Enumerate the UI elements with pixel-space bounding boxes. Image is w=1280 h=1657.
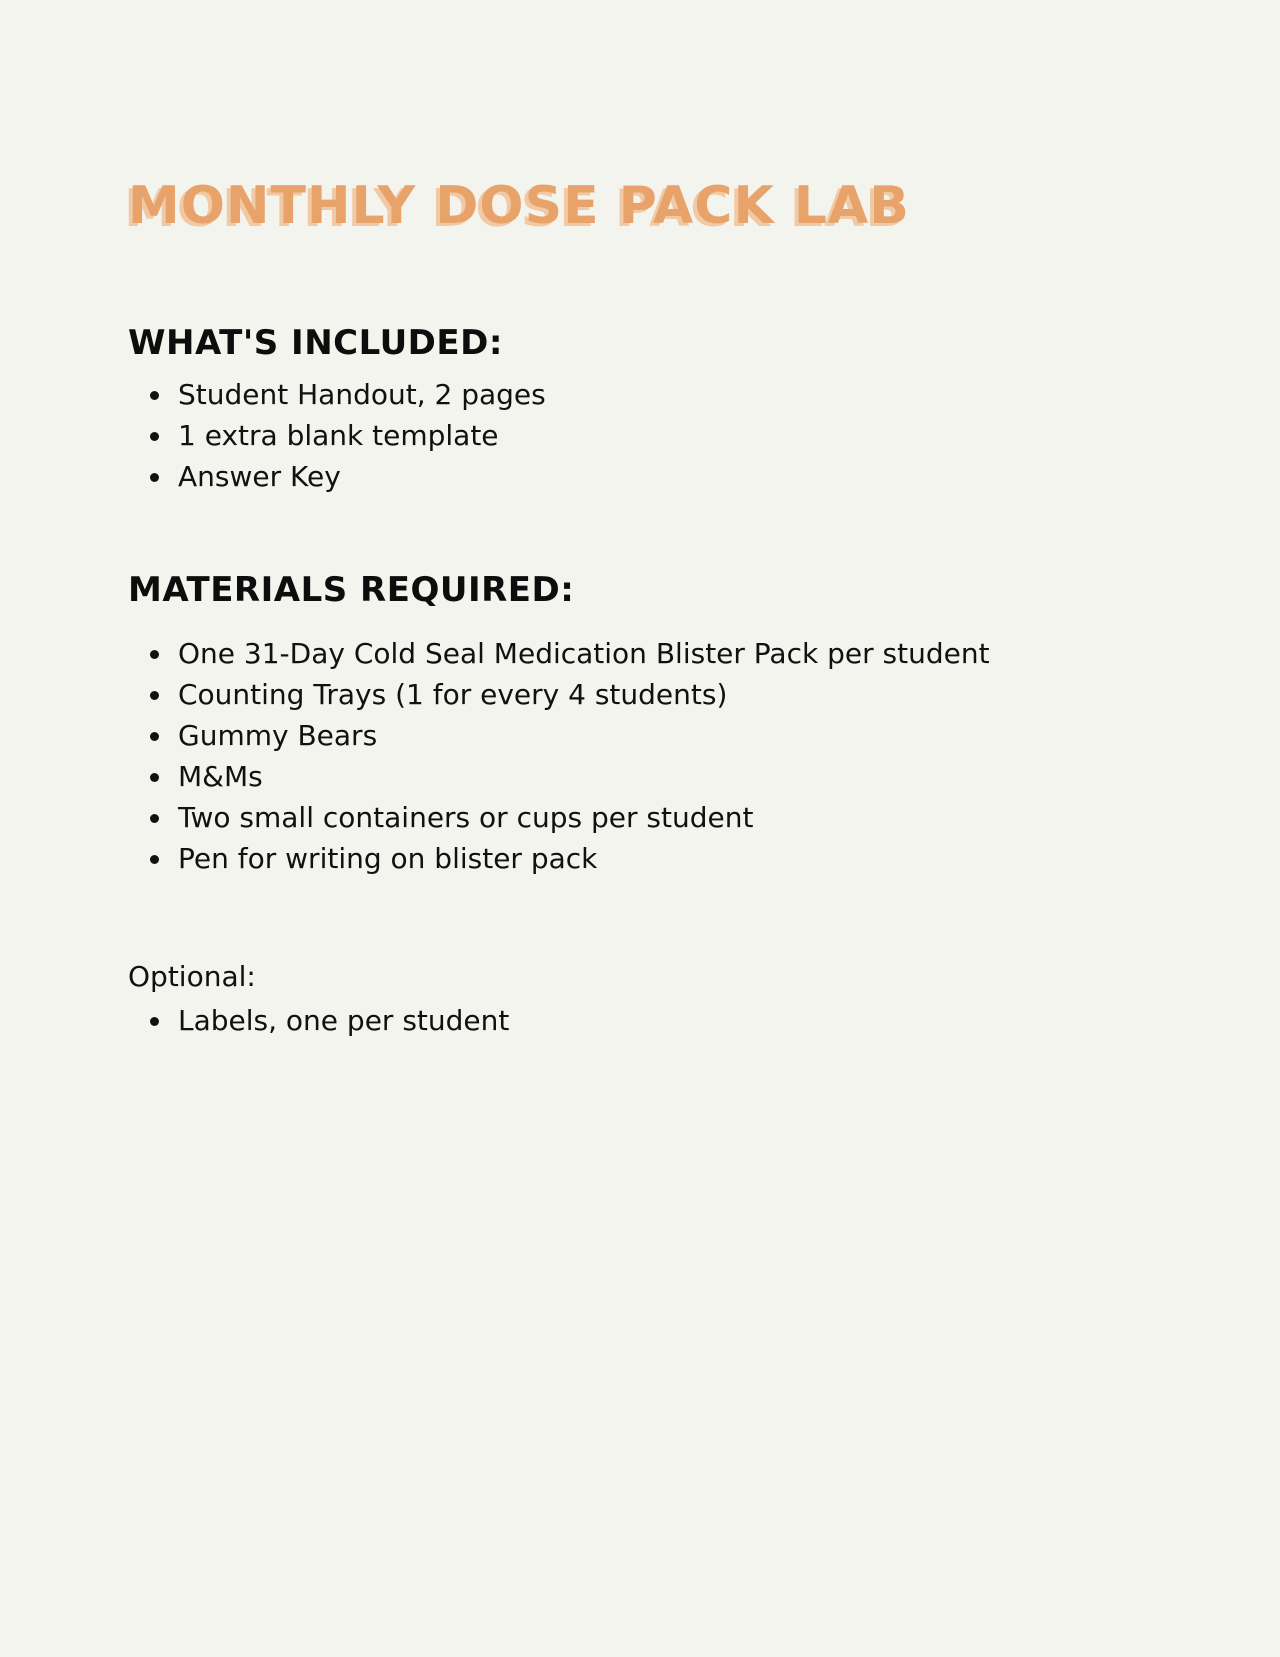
bullet-icon xyxy=(150,473,159,482)
list-item xyxy=(150,374,546,415)
included-heading: WHAT'S INCLUDED: xyxy=(128,323,503,363)
bullet-icon xyxy=(150,814,159,823)
list-item xyxy=(150,838,990,879)
list-item-text: 1 extra blank template xyxy=(178,419,499,452)
materials-list xyxy=(150,633,990,879)
bullet-icon xyxy=(150,1017,159,1026)
list-item-text: M&Ms xyxy=(178,760,263,793)
list-item-text: Answer Key xyxy=(178,460,341,493)
list-item xyxy=(150,415,546,456)
list-item-text: Labels, one per student xyxy=(178,1004,510,1037)
bullet-icon xyxy=(150,432,159,441)
bullet-icon xyxy=(150,650,159,659)
list-item xyxy=(150,715,990,756)
list-item-text: Gummy Bears xyxy=(178,719,378,752)
list-item-text: Pen for writing on blister pack xyxy=(178,842,598,875)
list-item xyxy=(150,456,546,497)
list-item xyxy=(150,797,990,838)
page-title: MONTHLY DOSE PACK LAB xyxy=(128,176,910,236)
bullet-icon xyxy=(150,732,159,741)
included-list xyxy=(150,374,546,497)
bullet-icon xyxy=(150,691,159,700)
list-item xyxy=(150,674,990,715)
list-item-text: Student Handout, 2 pages xyxy=(178,378,546,411)
list-item xyxy=(150,633,990,674)
list-item-text: Counting Trays (1 for every 4 students) xyxy=(178,678,728,711)
list-item xyxy=(150,756,990,797)
bullet-icon xyxy=(150,855,159,864)
materials-heading: MATERIALS REQUIRED: xyxy=(128,570,575,610)
bullet-icon xyxy=(150,391,159,400)
list-item-text: Two small containers or cups per student xyxy=(178,801,754,834)
optional-list xyxy=(150,1000,509,1041)
list-item-text: One 31-Day Cold Seal Medication Blister Pack per student xyxy=(178,637,990,670)
optional-label: Optional: xyxy=(128,960,256,993)
list-item xyxy=(150,1000,509,1041)
bullet-icon xyxy=(150,773,159,782)
